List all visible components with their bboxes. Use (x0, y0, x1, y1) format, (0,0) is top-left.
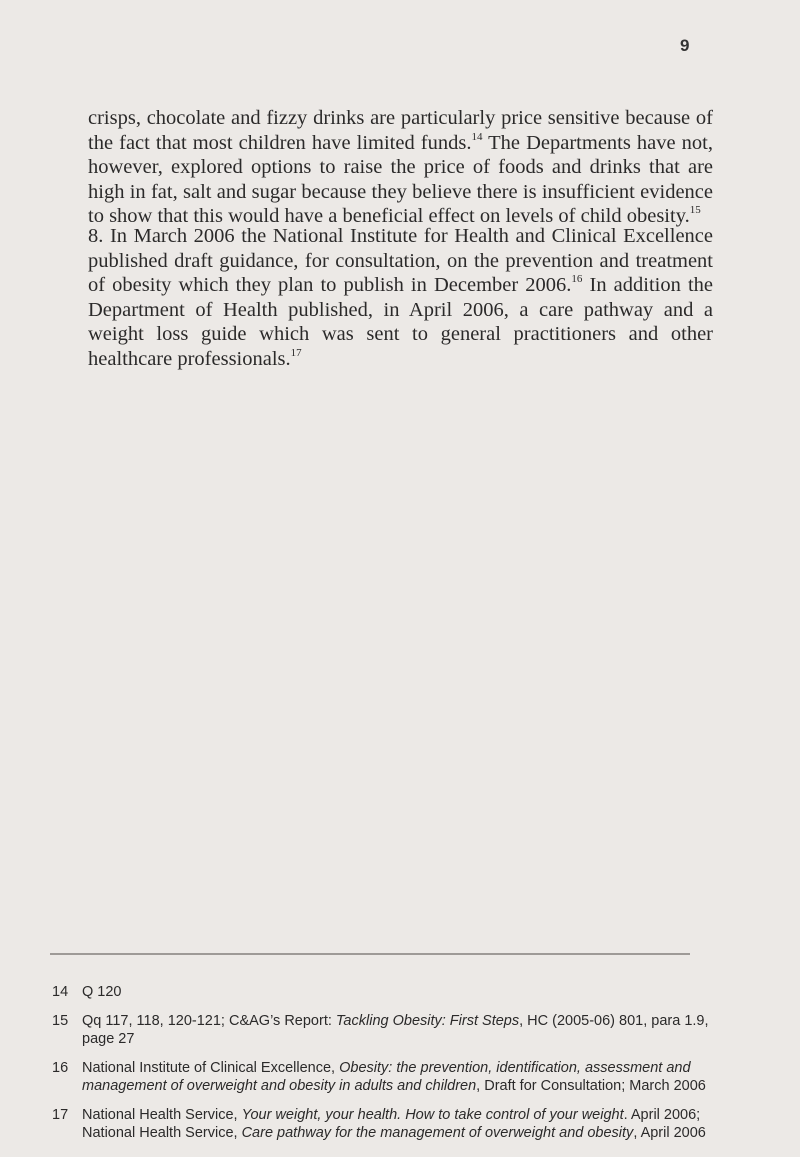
footnote-reference: 14 (471, 130, 483, 143)
footnote-number: 17 (52, 1107, 69, 1123)
text-run: , HC (2005-06) 801, para 1.9, page 27 (82, 1013, 709, 1047)
footnote-text (82, 1060, 706, 1094)
footnotes-list (52, 983, 712, 1153)
text-run: 8. In March 2006 the National Institute for Health and Clinical Excellence published draft guidance, for consultation, on the prevention and treatment of obesity which they plan to publish in December 2006. (88, 225, 713, 297)
italic-title: Your weight, your health. How to take control of your weight (241, 1107, 624, 1123)
footnote-reference: 17 (290, 346, 302, 359)
footnote-item (52, 1012, 712, 1048)
text-run: Q 120 (82, 984, 122, 1000)
text-run: , Draft for Consultation; March 2006 (476, 1078, 706, 1094)
footnote-divider (50, 953, 690, 955)
italic-title: Care pathway for the management of overweight and obesity (241, 1125, 634, 1141)
footnote-number: 15 (52, 1013, 69, 1029)
footnote-reference: 15 (689, 204, 701, 217)
footnote-text (82, 1107, 706, 1141)
footnote-text (82, 984, 122, 1000)
footnote-text (82, 1013, 709, 1047)
italic-title: Obesity: the prevention, identification, assessment and management of overweight and obesity in adults and children (82, 1060, 691, 1094)
text-run: crisps, chocolate and fizzy drinks are particularly price sensitive because of the fact that most children have limited funds. (88, 107, 713, 154)
page-number: 9 (680, 36, 690, 55)
footnote-item (52, 1106, 712, 1142)
body-paragraph (88, 106, 713, 229)
footnote-number: 14 (52, 984, 69, 1000)
text-run: . April 2006; National Health Service, (82, 1107, 701, 1141)
text-run: The Departments have not, however, explored options to raise the price of foods and drinks that are high in fat, salt and sugar because they believe there is insufficient evidence to show that this would have a beneficial effect on levels of child obesity. (88, 131, 713, 228)
footnote-item (52, 983, 712, 1001)
footnote-item (52, 1059, 712, 1095)
footnote-number: 16 (52, 1060, 69, 1076)
text-run: In addition the Department of Health published, in April 2006, a care pathway and a weight loss guide which was sent to general practitioners and other healthcare professionals. (88, 274, 714, 370)
text-run: National Institute of Clinical Excellence, (82, 1060, 340, 1076)
italic-title: Tackling Obesity: First Steps (335, 1013, 520, 1029)
text-run: National Health Service, (82, 1107, 242, 1123)
text-run: Qq 117, 118, 120-121; C&AG’s Report: (82, 1013, 336, 1029)
body-paragraph (88, 224, 713, 372)
text-run: , April 2006 (633, 1125, 706, 1141)
footnote-reference: 16 (571, 273, 583, 286)
